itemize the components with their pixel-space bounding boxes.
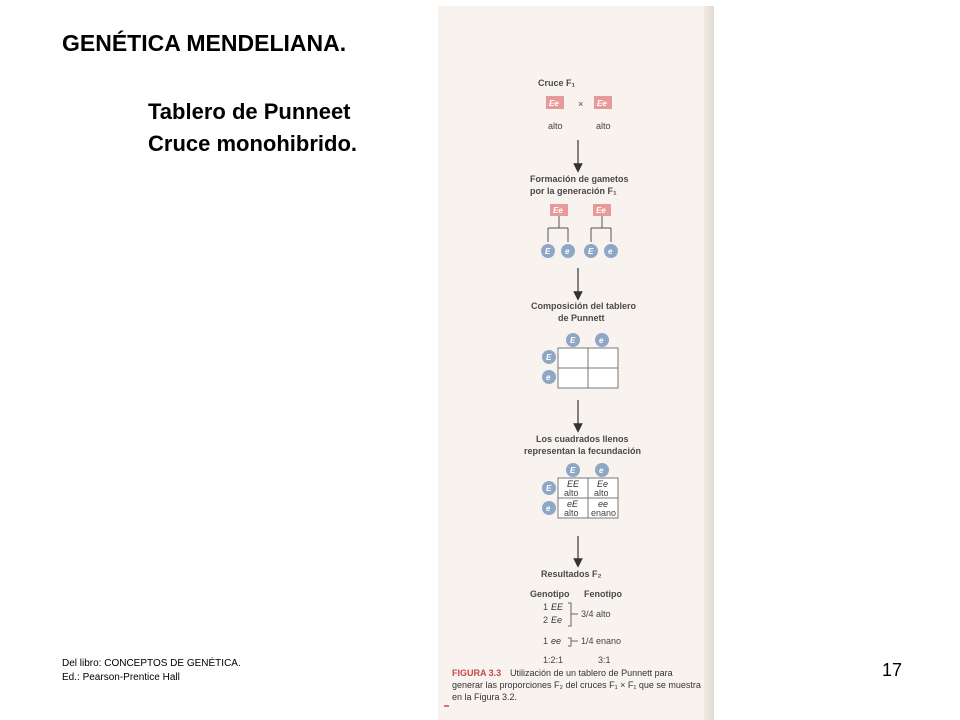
result-genotype: EE: [551, 602, 564, 612]
bracket-three-quarters: [568, 603, 578, 626]
fertilization-heading-line-1: Los cuadrados llenos: [536, 434, 629, 444]
phenotype-three-quarters: 3/4 alto: [581, 609, 611, 619]
cell-genotype: EE: [567, 479, 580, 489]
genotype-header: Genotipo: [530, 589, 570, 599]
grid-heading-line-1: Composición del tablero: [531, 301, 637, 311]
grid-col-label: e: [599, 336, 604, 345]
gamete-parent-genotype-left: Ee: [553, 206, 563, 215]
subtitle-line-2: Cruce monohibrido.: [148, 131, 357, 156]
cross-symbol: ×: [578, 99, 584, 109]
results-title: Resultados F₂: [541, 569, 602, 579]
grid-heading-line-2: de Punnett: [558, 313, 605, 323]
parent-phenotype-right: alto: [596, 121, 611, 131]
grid-row-label: e: [546, 373, 551, 382]
filled-col-label: E: [570, 466, 576, 475]
gamete-label: E: [588, 247, 594, 256]
fertilization-heading-line-2: representan la fecundación: [524, 446, 642, 456]
caption-line-3: en la Figura 3.2.: [452, 692, 518, 702]
caption-label: FIGURA 3.3: [452, 668, 502, 678]
page-number: 17: [882, 660, 903, 680]
gamete-label: e: [608, 247, 613, 256]
gametes-heading-line-2: por la generación F₁: [530, 186, 617, 196]
grid-row-label: E: [546, 353, 552, 362]
cell-genotype: Ee: [597, 479, 609, 489]
gamete-parent-genotype-right: Ee: [596, 206, 606, 215]
credit-line-1: Del libro: CONCEPTOS DE GENÉTICA.: [62, 658, 241, 669]
bracket-one-quarter: [568, 638, 578, 646]
phenotype-ratio: 3:1: [598, 655, 611, 665]
gamete-split-right: [591, 216, 611, 242]
result-count: 1: [543, 636, 549, 646]
gamete-split-left: [548, 216, 568, 242]
subtitle-line-1: Tablero de Punneet: [148, 99, 351, 124]
slide-subtitle: [148, 96, 357, 160]
result-genotype: Ee: [551, 615, 563, 625]
cell-genotype: eE: [567, 499, 579, 509]
parent-genotype-right: Ee: [597, 99, 607, 108]
parent-genotype-left: Ee: [549, 99, 559, 108]
phenotype-header: Fenotipo: [584, 589, 622, 599]
gamete-label: E: [545, 247, 551, 256]
cell-phenotype: enano: [591, 508, 617, 518]
cell-phenotype: alto: [564, 488, 579, 498]
filled-col-label: e: [599, 466, 604, 475]
caption-line-1: Utilización de un tablero de Punnett para: [510, 668, 673, 678]
gametes-heading-line-1: Formación de gametos: [530, 174, 629, 184]
punnett-diagram: [438, 6, 714, 720]
parent-phenotype-left: alto: [548, 121, 563, 131]
filled-row-label: E: [546, 484, 552, 493]
result-genotype: ee: [551, 636, 562, 646]
book-credit: [62, 657, 241, 685]
punnett-figure: [438, 6, 714, 720]
result-count: 2: [543, 615, 549, 625]
cell-genotype: ee: [598, 499, 609, 509]
grid-col-label: E: [570, 336, 576, 345]
credit-line-2: Ed.: Pearson-Prentice Hall: [62, 672, 180, 683]
phenotype-one-quarter: 1/4 enano: [581, 636, 622, 646]
result-count: 1: [543, 602, 549, 612]
cell-phenotype: alto: [594, 488, 609, 498]
cross-title: Cruce F₁: [538, 78, 576, 88]
gamete-label: e: [565, 247, 570, 256]
cell-phenotype: alto: [564, 508, 579, 518]
caption-line-2: generar las proporciones F₂ del cruces F₁ × F₁ que se muestra: [452, 680, 701, 690]
filled-row-label: e: [546, 504, 551, 513]
genotype-ratio: 1:2:1: [543, 655, 564, 665]
slide-title: GENÉTICA MENDELIANA.: [62, 30, 347, 56]
